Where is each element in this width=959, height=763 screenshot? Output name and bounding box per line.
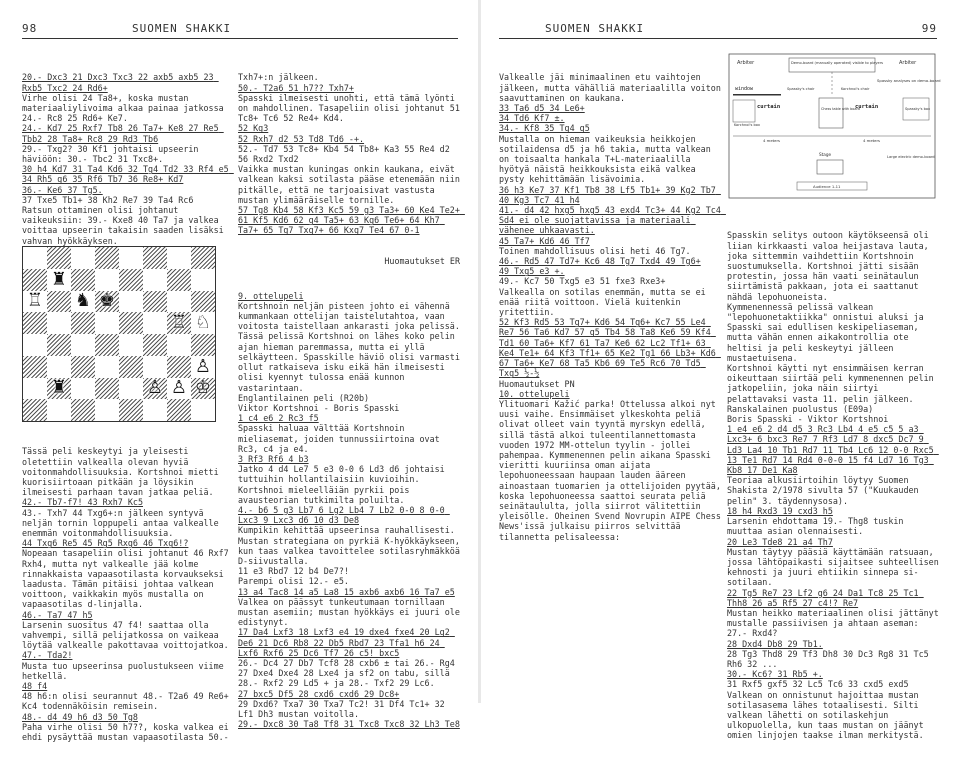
paragraph: Mustalla on hieman vaikeuksia heikkojen sotilaidensa d5 ja h6 takia, mutta valkean on toisaalta hankala T+L-materiaalilla hyötyä näistä heikkouksista eikä valkea pysty kehittämään lisävoimia. [499, 133, 716, 185]
left-col1-top [22, 72, 232, 256]
label-stage: Stage [819, 152, 832, 157]
board-square [143, 334, 167, 356]
board-square [95, 291, 119, 313]
paragraph: 28 Tg3 Thd8 29 Tf3 Dh8 30 Dc3 Rg8 31 Tc5 Rh6 32 ... [727, 648, 934, 669]
paragraph: Valkealla on sotilas enemmän, mutta se ei enää riitä voittoon. Vielä kuitenkin yritettiin. [499, 286, 711, 318]
label-korchnoi-box: Korchnoi's box [734, 123, 761, 127]
paragraph: Virhe olisi 24 Ta8+, koska mustan materiaaliylivoima alkaa painaa jatkossa 24.- Rc8 25 Rd6+ Ke7. [22, 92, 229, 124]
label-meters-right: 4 meters [863, 138, 881, 143]
label-large-electric-board: Large electric demo-board [887, 155, 935, 159]
paragraph: Spasski haluaa välttää Kortshnoin mieliasemat, joiden tunnussiirtoina ovat Rc3, c4 ja e4. [238, 423, 445, 454]
chess-piece: ♖ [26, 290, 44, 312]
paragraph: 50.- T2a6 51 h7?? Txh7+ [238, 82, 354, 93]
board-square [95, 356, 119, 378]
left-column-2 [238, 52, 465, 750]
board-square [95, 378, 119, 400]
board-square [167, 247, 191, 269]
label-audience: Audience 1-11 [813, 184, 841, 189]
paragraph: Parempi olisi 12.- e5. [238, 576, 349, 587]
board-square [143, 269, 167, 291]
paragraph: Ratsun ottaminen olisi johtanut vaikeuksiin: 39.- Kxe8 40 Ta7 ja valkea voittaa upseerin takaisin saaden lisäksi vahvan hyökkäyksen. [22, 205, 229, 246]
right-page-header [499, 22, 937, 36]
board-square [143, 247, 167, 269]
paragraph: Txh7+:n jälkeen. [238, 72, 319, 83]
label-curtain-right: curtain [855, 104, 879, 110]
label-curtain-left: curtain [757, 104, 781, 110]
label-spassky-box: Spassky's box [905, 107, 931, 111]
paragraph: Kortshnoin neljän pisteen johto ei vähennä kummankaan ottelijan taistelutahtoa, vaan voitosta taistellaan ankarasti joka pelissä. Tässä pelissä Kortshnoi on lähes koko pelin ajan hieman paremmassa, mutta ei yllä selkäytteen. Spasskille häviö olisi varmasti ollut ratkaiseva isku eikä hän ilmeisesti olisi kyennyt tulossa enää kunnon vastarintaan. [238, 300, 465, 393]
board-square [47, 247, 71, 269]
label-korchnoi-chair: Korchnoi's chair [841, 87, 870, 91]
header-rule-right [499, 38, 937, 39]
paragraph: Spasski ilmeisesti unohti, että tämä lyönti on mahdollinen. Tasapeliin olisi johtanut 51 Tc8+ Tc6 52 Re4+ Kd4. [238, 92, 465, 124]
board-square [191, 247, 215, 269]
paragraph: 36.- Ke6 37 Tg5. [22, 184, 103, 195]
board-square [95, 269, 119, 291]
paragraph: Teoriaa alkusiirtoihin löytyy Suomen Shakista 2/1978 sivulta 57 ("Kuukauden pelin" 3. täydennysosa). [727, 475, 924, 506]
paragraph: 52 Rxh7 d2 53 Td8 Td6 -+. [238, 133, 365, 144]
board-square [119, 356, 143, 378]
label-spassky-chair: Spassky's chair [787, 87, 815, 91]
label-window: window [735, 86, 754, 92]
paragraph: 34 Td6 Kf7 ±. [499, 113, 565, 124]
paragraph: 10. ottelupeli [499, 388, 570, 399]
paragraph: 52 Kf3 Rd5 53 Tg7+ Kd6 54 Tg6+ Kc7 55 Le4 Re7 56 Ta6 Kd7 57 g5 Tb4 58 Ta8 Ke6 59 Kf4 Td1 60 Ta6+ Kf7 61 Ta7 Ke6 62 Lc2 Tf1+ 63 Ke4 Te1+ 64 Kf3 Tf1+ 65 Ke2 Tg1 66 Lb3+ Kd6 67 Ta6+ Ke7 68 Ta5 Kb6 69 Te5 Rc6 70 Td5 Txg5 ½-½ [499, 317, 721, 379]
paragraph: 30 h4 Kd7 31 Ta4 Kd6 32 Tg4 Td2 33 Rf4 e5 34 Rh5 g6 35 Rf6 Tb7 36 Re8+ Kd7 [22, 164, 234, 185]
chess-diagram [22, 246, 216, 422]
board-square [47, 269, 71, 291]
paragraph: 34.- Kf8 35 Tg4 g5 [499, 123, 590, 134]
paragraph: 1 e4 e6 2 d4 d5 3 Rc3 Lb4 4 e5 c5 5 a3 Lxc3+ 6 bxc3 Re7 7 Rf3 Ld7 8 dxc5 Dc7 9 Ld3 La4 10 Tb1 Rd7 11 Tb4 Lc6 12 0-0 Rxc5 13 Te1 Rd7 14 Rd4 0-0-0 15 f4 Ld7 16 Tg3 Kb8 17 De1 Ka8 [727, 424, 939, 476]
window-shape [733, 94, 781, 96]
board-square [167, 312, 191, 334]
chess-piece: ♙ [194, 355, 212, 377]
paragraph: 20 Le3 Tde8 21 a4 Th7 [727, 536, 833, 547]
board-square [95, 312, 119, 334]
paragraph: 31 Rxf5 gxf5 32 Lc5 Tc6 33 cxd5 exd5 [727, 679, 909, 690]
paragraph: Vaikka mustan kuningas onkin kaukana, eivät valkean kaksi sotilasta pääse etenemään niin pitkälle, että ne tarjoaisivat vastusta mustan ylimääräiselle tornille. [238, 164, 465, 205]
board-square [119, 334, 143, 356]
label-chess-table: Chess table with board [821, 107, 860, 111]
chess-piece: ♙ [170, 377, 188, 399]
paragraph: Huomautukset PN [499, 378, 575, 389]
paragraph: 57 Tg8 Kb4 58 Kf3 Kc5 59 g3 Ta3+ 60 Ke4 Te2+ 61 Kf5 Kd6 62 g4 Ta5+ 63 Kg6 Te6+ 64 Kh7 Ta7+ 65 Tg7 Txg7+ 66 Kxg7 Te4 67 0-1 [238, 205, 465, 236]
board-square [47, 399, 71, 421]
board-square [143, 399, 167, 421]
chess-table-shape [819, 98, 843, 128]
left-col2-top [238, 72, 465, 236]
paragraph: 30.- Kc6? 31 Rb5 +. [727, 669, 823, 680]
paragraph: Ranskalainen puolustus (E09a) [727, 403, 874, 414]
board-square [47, 334, 71, 356]
paragraph: 29.- Dxc8 30 Ta8 Tf8 31 Txc8 Txc8 32 Lh3 Te8 [238, 719, 460, 730]
paragraph: Viktor Kortshnoi - Boris Spasski [238, 402, 400, 413]
board-square [23, 378, 47, 400]
board-square [47, 378, 71, 400]
paragraph: 17 Da4 Lxf3 18 Lxf3 e4 19 dxe4 fxe4 20 Lg2 De6 21 Dc6 Rb8 22 Db5 Rbd7 23 Tfa1 h6 24 Lxf6 Rxf6 25 Dc6 Tf7 26 c5! bxc5 [238, 627, 455, 658]
paragraph: 48 f4 [22, 681, 48, 692]
paragraph: Valkea on päässyt tunkeutumaan tornillaan mustan asemiin; mustan hyökkäys ei juuri ole edistynyt. [238, 596, 465, 628]
board-square [23, 269, 47, 291]
board-square [143, 356, 167, 378]
left-col1-bottom [22, 446, 232, 742]
paragraph: 29.- Txg2? 30 Kf1 johtaisi upseerin häviöön: 30.- Tbc2 31 Txc8+. [22, 143, 204, 165]
chess-piece: ♘ [194, 312, 212, 334]
paragraph: Valkean on onnistunut hajoittaa mustan sotilasasema lähes totaalisesti. Silti valkean lähetti on sotilaskehjun ulkopuolella, kun taas mustan on jäänyt omien linjojen taakse ilman merkitystä. [727, 689, 929, 741]
chess-piece: ♚ [98, 290, 116, 312]
paragraph: 26.- Dc4 27 Db7 Tcf8 28 cxb6 ± tai 26.- Rg4 27 Dxe4 Dxe4 28 Lxe4 ja sf2 on tabu, sillä 28.- Rxf2 29 Ld5 + ja 28.- Txf2 29 Lc6. [238, 657, 460, 689]
board-square [167, 378, 191, 400]
paragraph: 43.- Txh7 44 Txg6+:n jälkeen syntyvä neljän tornin loppupeli antaa valkealle enemmän voitonmahdollisuuksia. [22, 507, 224, 539]
paragraph: 33 Ta6 d5 34 Le6+ [499, 103, 585, 114]
paragraph: 9. ottelupeli [238, 290, 304, 301]
board-square [191, 356, 215, 378]
chess-piece: ♔ [194, 377, 212, 399]
paragraph: Nopeaan tasapeliin olisi johtanut 46 Rxf7 Rxh4, mutta nyt valkealle jää kolme rinnakkaista vapaasotilasta korvaukseksi laadusta. Tämän pitäisi johtaa valkean voittoon, vaikkakin myös mustalla on vapaasotilas d-linjalla. [22, 548, 234, 610]
board-square [191, 378, 215, 400]
board-square [23, 399, 47, 421]
left-column-1-bottom [22, 426, 232, 763]
left-col2-bottom [238, 290, 465, 730]
paragraph: 48 h6:n olisi seurannut 48.- T2a6 49 Re6+ Kc4 todennäköisin remisein. [22, 691, 234, 712]
board-square [191, 334, 215, 356]
board-square [167, 334, 191, 356]
right-col2 [727, 230, 944, 741]
board-square [71, 356, 95, 378]
board-square [47, 291, 71, 313]
paragraph: Spasskin selitys outoon käytökseensä oli liian kirkkaasti valoa heijastava lauta, joka sittemmin vaihdettiin Kortshnoin suostumuksella. Kortshnoi jätti sisään protestin, jossa hän vaati seinätaulun siirtämistä pakkaan, jota ei saattanut nähdä lepohuoneista. [727, 230, 934, 302]
board-square [167, 356, 191, 378]
paragraph: 28 Dxd4 Db8 29 Tb1. [727, 638, 823, 649]
paragraph: 44 Txg6 Re5 45 Rg5 Rxg6 46 Txg6!? [22, 538, 189, 549]
right-col1 [499, 72, 726, 542]
board-square [119, 399, 143, 421]
board-square [119, 247, 143, 269]
paragraph: 46.- Ta7 47 h5 [22, 609, 93, 620]
board-square [71, 399, 95, 421]
paragraph: 45 Ta7+ Kd6 46 Tf7 [499, 235, 590, 246]
paragraph: 22 Tg5 Re7 23 Lf2 g6 24 Da1 Tc8 25 Tc1 Thh8 26 a5 Rf5 27 c4!? Re7 [727, 587, 924, 608]
right-column-1 [499, 52, 726, 562]
paragraph: Mustan täytyy pääsiä käyttämään ratsuaan, jossa lähtöpaikasti sijaitsee suhteellisen kehnosti ja juuri ehtiikin sinnepa si-sotilaan. [727, 546, 944, 588]
paragraph: 11 e3 Rbd7 12 b4 De7?! [238, 566, 349, 577]
paragraph: Kymmenennessä pelissä valkean "lepohuonetaktiikka" onnistui aluksi ja Spasski sai edullisen keskipeliaseman, mutta vähän ennen aikakontrollia ote heltisi ja peli keskeytyi jälleen mustaetuisena. [727, 301, 929, 363]
chess-piece: ♙ [146, 377, 164, 399]
playing-hall-illustration [727, 52, 941, 200]
paragraph: Kortshnoi käytti nyt ensimmäisen kerran oikeuttaan siirtää peli kymmenennen pelin jatkopeliin, joka näin siirtyi pelattavaksi vasta 11. pelin jälkeen. [727, 363, 939, 404]
left-column-1 [22, 52, 232, 276]
paragraph: 47.- Tda2! [22, 650, 73, 661]
paragraph: 52.- Td7 53 Tc8+ Kb4 54 Tb8+ Ka3 55 Re4 d2 56 Rxd2 Txd2 [238, 143, 455, 165]
board-square [191, 291, 215, 313]
board-square [71, 378, 95, 400]
paragraph: Ylituomari Kažić parka! Ottelussa alkoi nyt uusi vaihe. Ensimmäiset ylkeskohta peliä olivat olleet vain tyyntä myrskyn edellä, sillä tästä alkoi tuleentilannettomasta vuoden 1972 MM-ottelun tyylin - jollei pahempaa. Kymmenennen pelin aikana Spasski vieritti kuuriinsa oman aijata lepohuoneessaan haupaan lauden ääreen ainoastaan tuomarien ja ottelijoiden pyytää, koska lepohuoneessa saattoi seurata peliä seinätaululta, jolla siirrot välitettiin yleisölle. Oheinen Svend Novrupin AIPE Chess News'issä julkaisu piirros selvittää tilannetta pelisaleessa: [499, 398, 726, 542]
paragraph: 49 Txg5 e3 +. [499, 266, 565, 277]
board-square [23, 291, 47, 313]
chess-piece: ♖ [170, 312, 188, 334]
board-square [167, 399, 191, 421]
board-square [23, 356, 47, 378]
label-arbiter-right: Arbiter [899, 60, 917, 66]
board-square [143, 312, 167, 334]
left-page-header [22, 22, 458, 36]
board-square [71, 247, 95, 269]
paragraph: 42.- Tb7-f7! 43 Rxh7 Kc5 [22, 497, 144, 508]
board-square [71, 312, 95, 334]
paragraph: Larsenin ehdottama 19.- Thg8 tuskin muuttaa asian olennaisesti. [727, 516, 909, 537]
chess-piece: ♜ [50, 377, 68, 399]
paragraph: 49.- Kc7 50 Txg5 e3 51 fxe3 Rxe3+ [499, 276, 666, 287]
board-square [191, 269, 215, 291]
board-square [191, 399, 215, 421]
paragraph: Kumpikin kehittää upseerinsa rauhallisesti. Mustan strategiana on pyrkiä K-hyökkäykseen, kun taas valkea tavoittelee sotilasryhmäkköä D-siivustalla. [238, 525, 465, 566]
board-square [167, 269, 191, 291]
header-rule-left [22, 38, 458, 39]
korchnoi-box-shape [733, 100, 755, 122]
signature-er: Huomautukset ER [384, 256, 460, 267]
paragraph: Toinen mahdollisuus olisi heti 46 Tg7. [499, 245, 691, 256]
paragraph: 52 Kg3 [238, 123, 269, 134]
paragraph: 13 a4 Tac8 14 a5 La8 15 axb6 axb6 16 Ta7 e5 [238, 586, 455, 597]
board-square [47, 356, 71, 378]
header-title-left: SUOMEN SHAKKI [132, 22, 232, 35]
page-number-left: 98 [22, 22, 38, 35]
paragraph: Tässä peli keskeytyi ja yleisesti oletettiin valkealla olevan hyviä voitonmahdollisuuksia. Kortshnoi mietti kuorisiirtoaan pitkään ja löysikin ilmeisesti parhaan tavan jatkaa peliä. [22, 446, 224, 498]
paragraph: 37 Txe5 Tb1+ 38 Kh2 Re7 39 Ta4 Rc6 [22, 194, 194, 205]
right-column-2 [727, 210, 944, 761]
paragraph: 46.- Rd5 47 Td7+ Kc6 48 Tg7 Txd4 49 Tg6+ [499, 256, 701, 267]
board-square [143, 378, 167, 400]
paragraph: Mustan heikko materiaalinen olisi jättänyt mustalle passiivisen ja ahtaan aseman: 27.- Rxd4? [727, 607, 944, 639]
board-square [191, 312, 215, 334]
paragraph: 27 bxc5 Df5 28 cxd6 cxd6 29 Dc8+ [238, 688, 400, 699]
paragraph: 24.- Kd7 25 Rxf7 Tb8 26 Ta7+ Ke8 27 Re5 Tbb2 28 Ta8+ Rc8 29 Rd3 Tb6 [22, 123, 224, 144]
board-square [119, 378, 143, 400]
paragraph: Valkealle jäi minimaalinen etu vaihtojen jälkeen, mutta vähälliä materiaalilla voiton saavuttaminen on kaukana. [499, 72, 726, 103]
board-square [119, 269, 143, 291]
board-square [167, 291, 191, 313]
paragraph: 18 h4 Rxd3 19 cxd3 h5 [727, 505, 833, 516]
board-square [71, 291, 95, 313]
board-square [71, 269, 95, 291]
board-square [95, 399, 119, 421]
left-page [0, 0, 478, 743]
board-square [23, 312, 47, 334]
label-meters-left: 4 meters [763, 138, 781, 143]
paragraph: Paha virhe olisi 50 h7??, koska valkea ei ehdi pysäyttää mustan vapaasotilasta 50.- [22, 721, 234, 743]
page-number-right: 99 [921, 22, 937, 35]
board-square [95, 247, 119, 269]
board-square [23, 247, 47, 269]
board-square [23, 334, 47, 356]
board-square [119, 291, 143, 313]
paragraph: 4.- b6 5 g3 Lb7 6 Lg2 Lb4 7 Lb2 0-0 8 0-0 Lxc3 9 Lxc3 d6 10 d3 De8 [238, 504, 450, 526]
header-title-right: SUOMEN SHAKKI [545, 22, 645, 35]
paragraph: 48.- d4 49 h6 d3 50 Tg8 [22, 711, 138, 722]
right-page [481, 0, 959, 741]
paragraph: Larsenin suositus 47 f4! saattaa olla vahvempi, sillä pelijatkossa on vaikeaa löytää valkealle pakottavaa voittojatkoa. [22, 619, 229, 651]
paragraph: 1 c4 e6 2 Rc3 f5 [238, 413, 319, 424]
board-square [95, 334, 119, 356]
board-square [71, 334, 95, 356]
paragraph: Englantilainen peli (R20b) [238, 392, 370, 403]
label-demo-board: Demo-board (manually operated) visible to players [791, 61, 884, 65]
paragraph: Jatko 4 d4 Le7 5 e3 0-0 6 Ld3 d6 johtaisi tuttuihin hollantilaisiin kuvioihin. Kortshnoi mieleelläiän pyrkii pois avausteorian tutkimilta poluilta. [238, 464, 450, 505]
board-square [119, 312, 143, 334]
paragraph: 29 Dxd6? Txa7 30 Txa7 Tc2! 31 Df4 Tc1+ 32 Lf1 Dh3 mustan voitolla. [238, 698, 450, 719]
chess-piece: ♜ [50, 268, 68, 290]
paragraph: 36 h3 Ke7 37 Kf1 Tb8 38 Lf5 Tb1+ 39 Kg2 Tb7 40 Kg3 Tc7 41 h4 [499, 184, 721, 205]
board-square [47, 312, 71, 334]
paragraph: Boris Spasski - Viktor Kortshnoi [727, 414, 889, 425]
label-spassky-analyses: Spassky analyses on demo-board [877, 78, 941, 83]
chess-piece: ♞ [74, 290, 92, 312]
paragraph: Musta tuo upseerinsa puolustukseen viime hetkellä. [22, 660, 229, 681]
paragraph: 3 Rf3 Rf6 4 b3 [238, 453, 309, 464]
label-arbiter-left: Arbiter [737, 60, 755, 66]
paragraph: 20.- Dxc3 21 Dxc3 Txc3 22 axb5 axb5 23 Rxb5 Txc2 24 Rd6+ [22, 72, 219, 93]
paragraph: 41.- d4 42 hxg5 hxg5 43 exd4 Tc3+ 44 Kg2 Tc4 Sd4 ei ole suojattavissa ja materiaali vähenee uhkaavasti. [499, 205, 726, 236]
board-square [143, 291, 167, 313]
large-board-shape [817, 160, 843, 174]
